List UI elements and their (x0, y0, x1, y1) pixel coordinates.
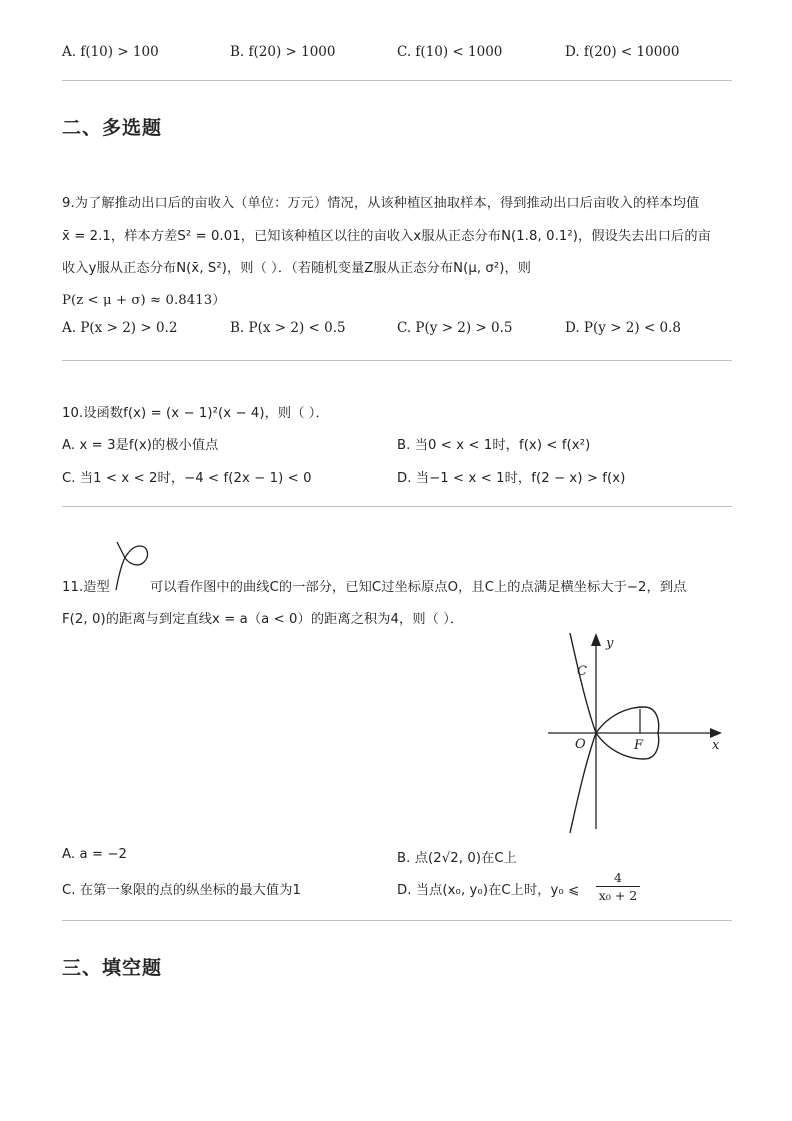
q11-option-c: C. 在第一象限的点的纵坐标的最大值为1 (62, 883, 301, 898)
q9-stem-line3: 收入y服从正态分布N(x̄, S²)，则（ ）．（若随机变量Z服从正态分布N(μ, σ²)，则 (62, 261, 532, 276)
q10-option-a: A. x = 3是f(x)的极小值点 (62, 438, 219, 453)
q9-option-d: D. P(y > 2) < 0.8 (565, 320, 682, 336)
curve-label-c: C (577, 664, 587, 679)
section-title-multiple-choice: 二、多选题 (62, 117, 163, 139)
q11-option-b: B. 点(2√2, 0)在C上 (397, 851, 517, 866)
origin-label: O (575, 737, 586, 752)
q8-option-c: C. f(10) < 1000 (397, 44, 503, 60)
q10-option-d: D. 当−1 < x < 1时，f(2 − x) > f(x) (397, 471, 626, 486)
q8-option-b: B. f(20) > 1000 (230, 44, 336, 60)
q11-stem-line2: F(2, 0)的距离与到定直线x = a（a < 0）的距离之积为4，则（ ）． (62, 612, 464, 627)
q11-stem-line1: 可以看作图中的曲线C的一部分，已知C过坐标原点O，且C上的点满足横坐标大于−2，到点 (150, 580, 687, 595)
divider (62, 360, 732, 361)
q11-stem-prefix: 11.造型 (62, 580, 110, 595)
fraction-denominator: x₀ + 2 (598, 888, 638, 903)
y-axis-arrow-icon (591, 633, 601, 646)
focus-label: F (634, 738, 644, 753)
curve-graph (540, 625, 730, 835)
x-axis-label: x (712, 738, 720, 753)
y-axis-label: y (606, 636, 614, 651)
q10-option-c: C. 当1 < x < 2时，−4 < f(2x − 1) < 0 (62, 471, 312, 486)
q9-stem-line4: P(z < μ + σ) ≈ 0.8413） (62, 293, 226, 308)
q9-option-c: C. P(y > 2) > 0.5 (397, 320, 513, 336)
q11-option-d: D. 当点(x₀, y₀)在C上时，y₀ ⩽ (397, 883, 580, 898)
q9-option-a: A. P(x > 2) > 0.2 (62, 320, 178, 336)
q9-stem-line2: x̄ = 2.1，样本方差S² = 0.01，已知该种植区以往的亩收入x服从正态分布N(1.8, 0.1²)，假设失去出口后的亩 (62, 229, 711, 244)
q11-option-a: A. a = −2 (62, 847, 128, 862)
section-title-fill-in: 三、填空题 (62, 957, 163, 979)
fraction-numerator: 4 (596, 870, 640, 887)
q8-option-a: A. f(10) > 100 (62, 44, 159, 60)
divider (62, 506, 732, 507)
q9-stem-line1: 9.为了解推动出口后的亩收入（单位：万元）情况，从该种植区抽取样本，得到推动出口后亩收入的样本均值 (62, 196, 700, 211)
q10-stem: 10.设函数f(x) = (x − 1)²(x − 4)，则（ ）． (62, 406, 329, 421)
divider (62, 80, 732, 81)
q11-option-d-fraction (596, 870, 640, 903)
divider (62, 920, 732, 921)
q8-option-d: D. f(20) < 10000 (565, 44, 680, 60)
x-axis-arrow-icon (710, 728, 722, 738)
q9-option-b: B. P(x > 2) < 0.5 (230, 320, 346, 336)
q10-option-b: B. 当0 < x < 1时，f(x) < f(x²) (397, 438, 591, 453)
